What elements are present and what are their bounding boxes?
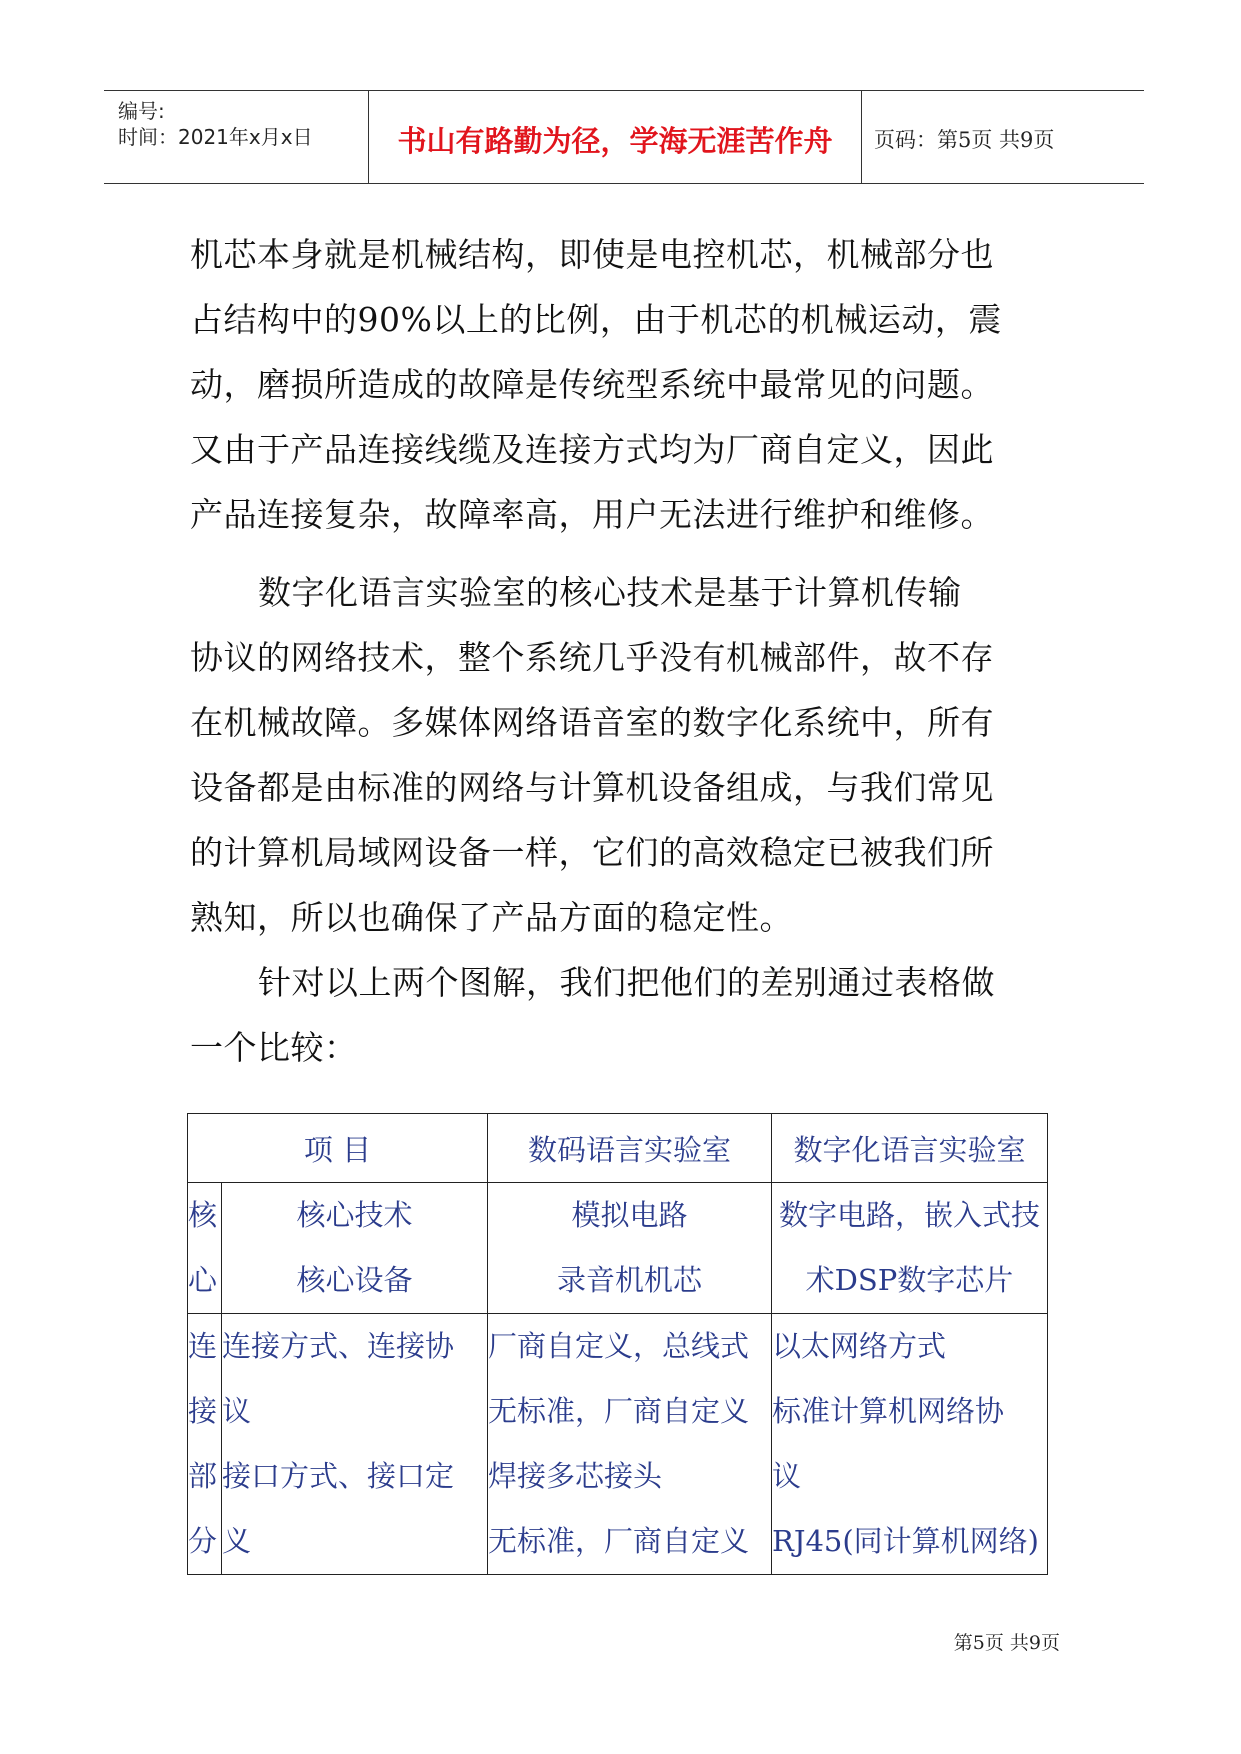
connection-items-cell: 连接方式、连接协 议 接口方式、接口定 义 [222,1314,488,1575]
text-line: 的计算机局域网设备一样，它们的高效稳定已被我们所 [190,833,994,872]
header-digitized-lab: 数字化语言实验室 [772,1114,1048,1183]
text-line: 数字化语言实验室的核心技术是基于计算机传输 [258,573,962,612]
page-header [104,90,1144,184]
text-line: 在机械故障。多媒体网络语音室的数字化系统中，所有 [190,703,994,742]
table-header-row [188,1114,1048,1183]
page-footer: 第5页 共9页 [953,1632,1060,1654]
group-label-core: 核 心 [188,1183,222,1314]
header-motto: 书山有路勤为径，学海无涯苦作舟 [397,124,833,158]
text-line: 产品连接复杂，故障率高，用户无法进行维护和维修。 [190,495,994,534]
core-digital-code-cell: 模拟电路 录音机机芯 [488,1183,772,1314]
header-page-cell [862,91,1144,183]
text-line: 机芯本身就是机械结构，即使是电控机芯，机械部分也 [190,235,994,274]
time-label: 时间：2021年x月x日 [118,125,313,149]
text-line: 熟知，所以也确保了产品方面的稳定性。 [190,898,793,937]
header-item: 项 目 [188,1114,488,1183]
table-row [188,1183,1048,1314]
paragraph-1 [190,222,1090,547]
header-page-code: 页码：第5页 共9页 [874,128,1055,152]
core-items-cell: 核心技术 核心设备 [222,1183,488,1314]
header-motto-cell [368,91,862,183]
core-digitized-cell: 数字电路，嵌入式技 术DSP数字芯片 [772,1183,1048,1314]
text-line: 协议的网络技术，整个系统几乎没有机械部件，故不存 [190,638,994,677]
document-body [190,222,1090,1080]
paragraph-2 [190,560,1090,950]
comparison-table [187,1113,1048,1575]
text-line: 又由于产品连接线缆及连接方式均为厂商自定义，因此 [190,430,994,469]
header-meta [104,91,368,183]
text-line: 占结构中的90%以上的比例，由于机芯的机械运动，震 [190,300,1002,339]
header-digital-code-lab: 数码语言实验室 [488,1114,772,1183]
table-row [188,1314,1048,1575]
group-label-connection: 连 接 部 分 [188,1314,222,1575]
text-line: 动，磨损所造成的故障是传统型系统中最常见的问题。 [190,365,994,404]
text-line: 设备都是由标准的网络与计算机设备组成，与我们常见 [190,768,994,807]
serial-label: 编号: [118,99,165,123]
connection-digitized-cell: 以太网络方式 标准计算机网络协 议 RJ45(同计算机网络) [772,1314,1048,1575]
text-line: 针对以上两个图解，我们把他们的差别通过表格做 [258,963,995,1002]
connection-digital-code-cell: 厂商自定义，总线式 无标准，厂商自定义 焊接多芯接头 无标准，厂商自定义 [488,1314,772,1575]
text-line: 一个比较： [190,1028,358,1067]
paragraph-3 [190,950,1090,1080]
